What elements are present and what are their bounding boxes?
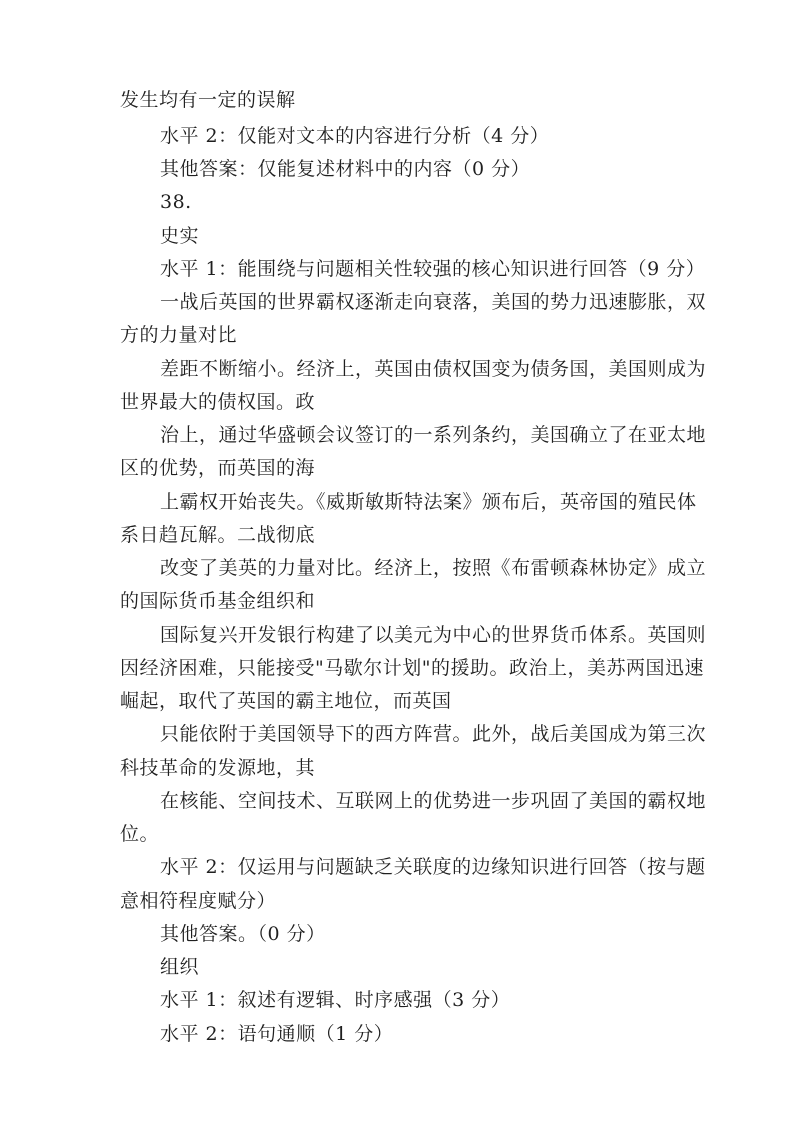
- text-line: 位。: [120, 823, 160, 845]
- text-line: 一战后英国的世界霸权逐渐走向衰落，美国的势力迅速膨胀，双: [160, 291, 707, 313]
- text-line: 水平 2：语句通顺（1 分）: [160, 1023, 394, 1045]
- text-line: 水平 2：仅能对文本的内容进行分析（4 分）: [160, 125, 550, 147]
- text-line: 在核能、空间技术、互联网上的优势进一步巩固了美国的霸权地: [160, 790, 707, 812]
- text-line: 改变了美英的力量对比。经济上，按照《布雷顿森林协定》成立: [160, 557, 707, 579]
- text-line: 科技革命的发源地，其: [120, 757, 316, 779]
- section-heading: 史实: [160, 225, 200, 247]
- text-line: 的国际货币基金组织和: [120, 590, 316, 612]
- text-line: 国际复兴开发银行构建了以美元为中心的世界货币体系。英国则: [160, 624, 707, 646]
- text-line: 系日趋瓦解。二战彻底: [120, 524, 316, 546]
- text-line: 世界最大的债权国。政: [120, 391, 316, 413]
- text-line: 水平 1：叙述有逻辑、时序感强（3 分）: [160, 989, 511, 1011]
- text-line: 水平 1：能围绕与问题相关性较强的核心知识进行回答（9 分）: [160, 258, 706, 280]
- text-line: 崛起，取代了英国的霸主地位，而英国: [120, 690, 452, 712]
- text-line: 发生均有一定的误解: [120, 89, 296, 111]
- text-line: 其他答案：仅能复述材料中的内容（0 分）: [160, 158, 531, 180]
- question-number: 38.: [160, 191, 192, 213]
- text-line: 水平 2：仅运用与问题缺乏关联度的边缘知识进行回答（按与题: [160, 856, 706, 878]
- text-line: 治上，通过华盛顿会议签订的一系列条约，美国确立了在亚太地: [160, 424, 707, 446]
- text-line: 只能依附于美国领导下的西方阵营。此外，战后美国成为第三次: [160, 723, 707, 745]
- text-line: 上霸权开始丧失。《威斯敏斯特法案》颁布后，英帝国的殖民体: [160, 491, 697, 513]
- section-heading: 组织: [160, 956, 200, 978]
- text-line: 差距不断缩小。经济上，英国由债权国变为债务国，美国则成为: [160, 358, 707, 380]
- text-line: 因经济困难，只能接受"马歇尔计划"的援助。政治上，美苏两国迅速: [120, 657, 704, 679]
- text-line: 意相符程度赋分）: [120, 890, 277, 912]
- text-line: 方的力量对比: [120, 324, 238, 346]
- text-line: 区的优势，而英国的海: [120, 457, 316, 479]
- text-line: 其他答案。（0 分）: [160, 923, 326, 945]
